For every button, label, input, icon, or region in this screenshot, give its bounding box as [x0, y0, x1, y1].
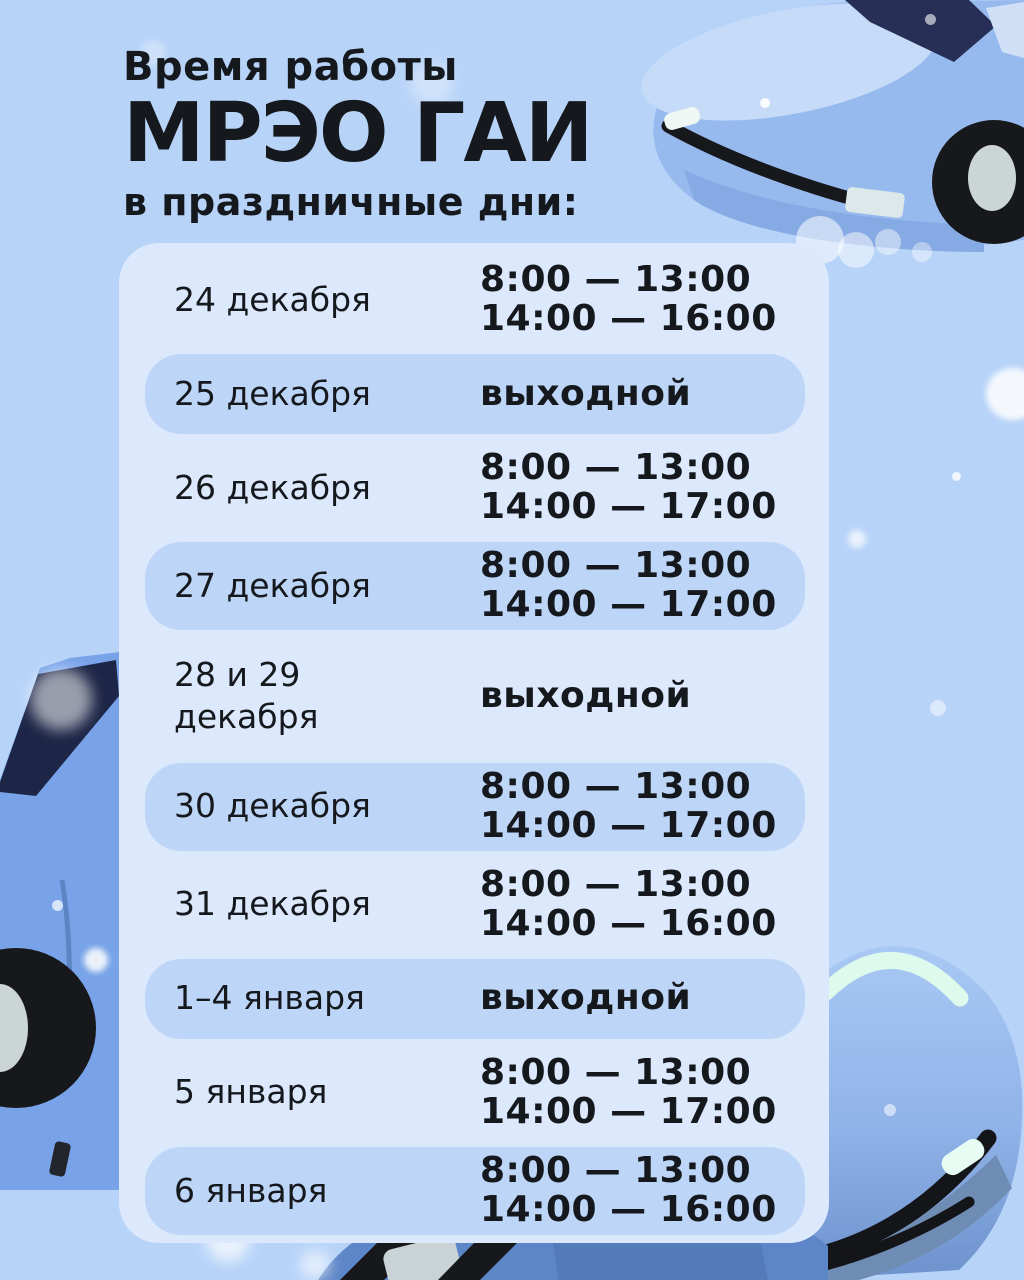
- schedule-hours: [480, 372, 692, 414]
- schedule-hours: [480, 449, 777, 527]
- poster-subtitle-bottom: в праздничные дни:: [123, 179, 579, 224]
- snowflake: [930, 700, 946, 716]
- schedule-date: 28 и 29 декабря: [174, 654, 319, 737]
- snowflake: [884, 1104, 896, 1116]
- poster-subtitle-top: Время работы: [123, 44, 458, 90]
- schedule-row: [119, 854, 829, 956]
- snowflake: [848, 530, 866, 548]
- snowflake: [84, 948, 108, 972]
- hours-line: 14:00 — 17:00: [480, 804, 777, 846]
- schedule-hours: [480, 765, 777, 846]
- schedule-date: 5 января: [174, 1072, 328, 1112]
- schedule-date: 6 января: [174, 1170, 328, 1210]
- snowflake: [30, 668, 92, 730]
- snowflake: [760, 98, 770, 108]
- poster-title: МРЭО ГАИ: [123, 86, 592, 181]
- snowflake: [925, 14, 936, 25]
- snowflake: [52, 900, 63, 911]
- schedule-row: [119, 249, 829, 351]
- hours-line: 14:00 — 17:00: [480, 1090, 777, 1132]
- schedule-row: [119, 633, 829, 759]
- hours-line: 8:00 — 13:00: [480, 447, 752, 489]
- hours-line: 14:00 — 16:00: [480, 1188, 777, 1230]
- hours-line: 8:00 — 13:00: [480, 259, 752, 301]
- schedule-date: 26 декабря: [174, 467, 371, 507]
- hours-line: 14:00 — 17:00: [480, 584, 777, 626]
- hours-line: выходной: [480, 977, 692, 1019]
- schedule-hours: [480, 1152, 777, 1230]
- snowflake: [986, 368, 1024, 420]
- hours-line: 8:00 — 13:00: [480, 1052, 752, 1093]
- schedule-date: 24 декабря: [174, 279, 371, 319]
- hours-line: выходной: [480, 372, 692, 414]
- car-top-right-illustration: [624, 0, 1024, 268]
- snowflake: [952, 472, 961, 481]
- snowflake: [300, 1250, 330, 1280]
- schedule-hours: [480, 979, 691, 1018]
- schedule-date: 27 декабря: [174, 565, 371, 605]
- schedule-row: [145, 763, 805, 851]
- schedule-row: [119, 1042, 829, 1144]
- hours-line: 14:00 — 17:00: [480, 486, 777, 528]
- schedule-date: 31 декабря: [174, 884, 371, 924]
- schedule-hours: [480, 261, 777, 339]
- hours-line: выходной: [480, 675, 692, 716]
- schedule-row: [145, 1147, 805, 1235]
- poster-header: [123, 44, 591, 224]
- hours-line: 14:00 — 16:00: [480, 902, 777, 944]
- schedule-row: [145, 542, 805, 630]
- schedule-date: 1–4 января: [174, 978, 365, 1018]
- schedule-row: [119, 437, 829, 539]
- hours-line: 14:00 — 16:00: [480, 298, 777, 339]
- schedule-date: 25 декабря: [174, 373, 371, 413]
- schedule-hours: [480, 1054, 777, 1132]
- hours-line: 8:00 — 13:00: [480, 765, 752, 807]
- hours-line: 8:00 — 13:00: [480, 863, 752, 905]
- hours-line: 8:00 — 13:00: [480, 545, 752, 587]
- schedule-panel: [119, 243, 829, 1243]
- schedule-hours: [480, 677, 691, 716]
- schedule-hours: [480, 547, 777, 625]
- schedule-row: [145, 354, 805, 434]
- schedule-row: [145, 959, 805, 1039]
- hours-line: 8:00 — 13:00: [480, 1150, 752, 1192]
- schedule-date: 30 декабря: [174, 786, 371, 826]
- schedule-hours: [480, 863, 777, 944]
